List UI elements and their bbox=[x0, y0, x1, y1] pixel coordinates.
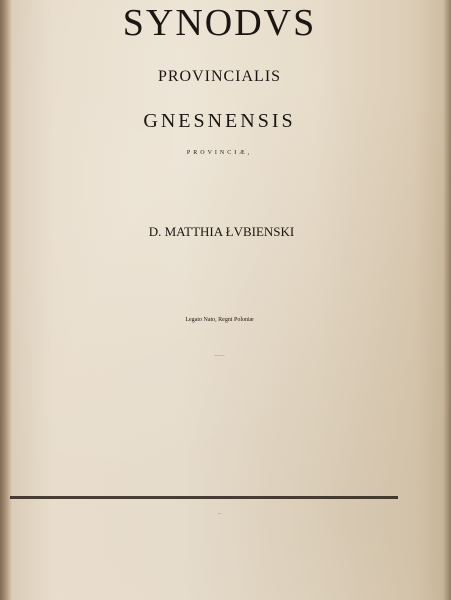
title-synodus: SYNODVS bbox=[122, 2, 317, 44]
legate-line: Legato Nato, Regni Poloniæ bbox=[185, 317, 254, 323]
divider-rule bbox=[10, 496, 398, 499]
ibidem-line: Ibidem, bbox=[217, 514, 222, 515]
archbishop-name: D. MATTHIA ŁVBIENSKI bbox=[148, 224, 295, 239]
title-provincialis: PROVINCIALIS bbox=[157, 68, 282, 85]
title-gnesnensis: GNESNENSIS bbox=[143, 110, 296, 132]
primate-line: Primate & Primo Principe. bbox=[214, 356, 225, 357]
title-provinciae: PROVINCIÆ, bbox=[186, 150, 253, 156]
